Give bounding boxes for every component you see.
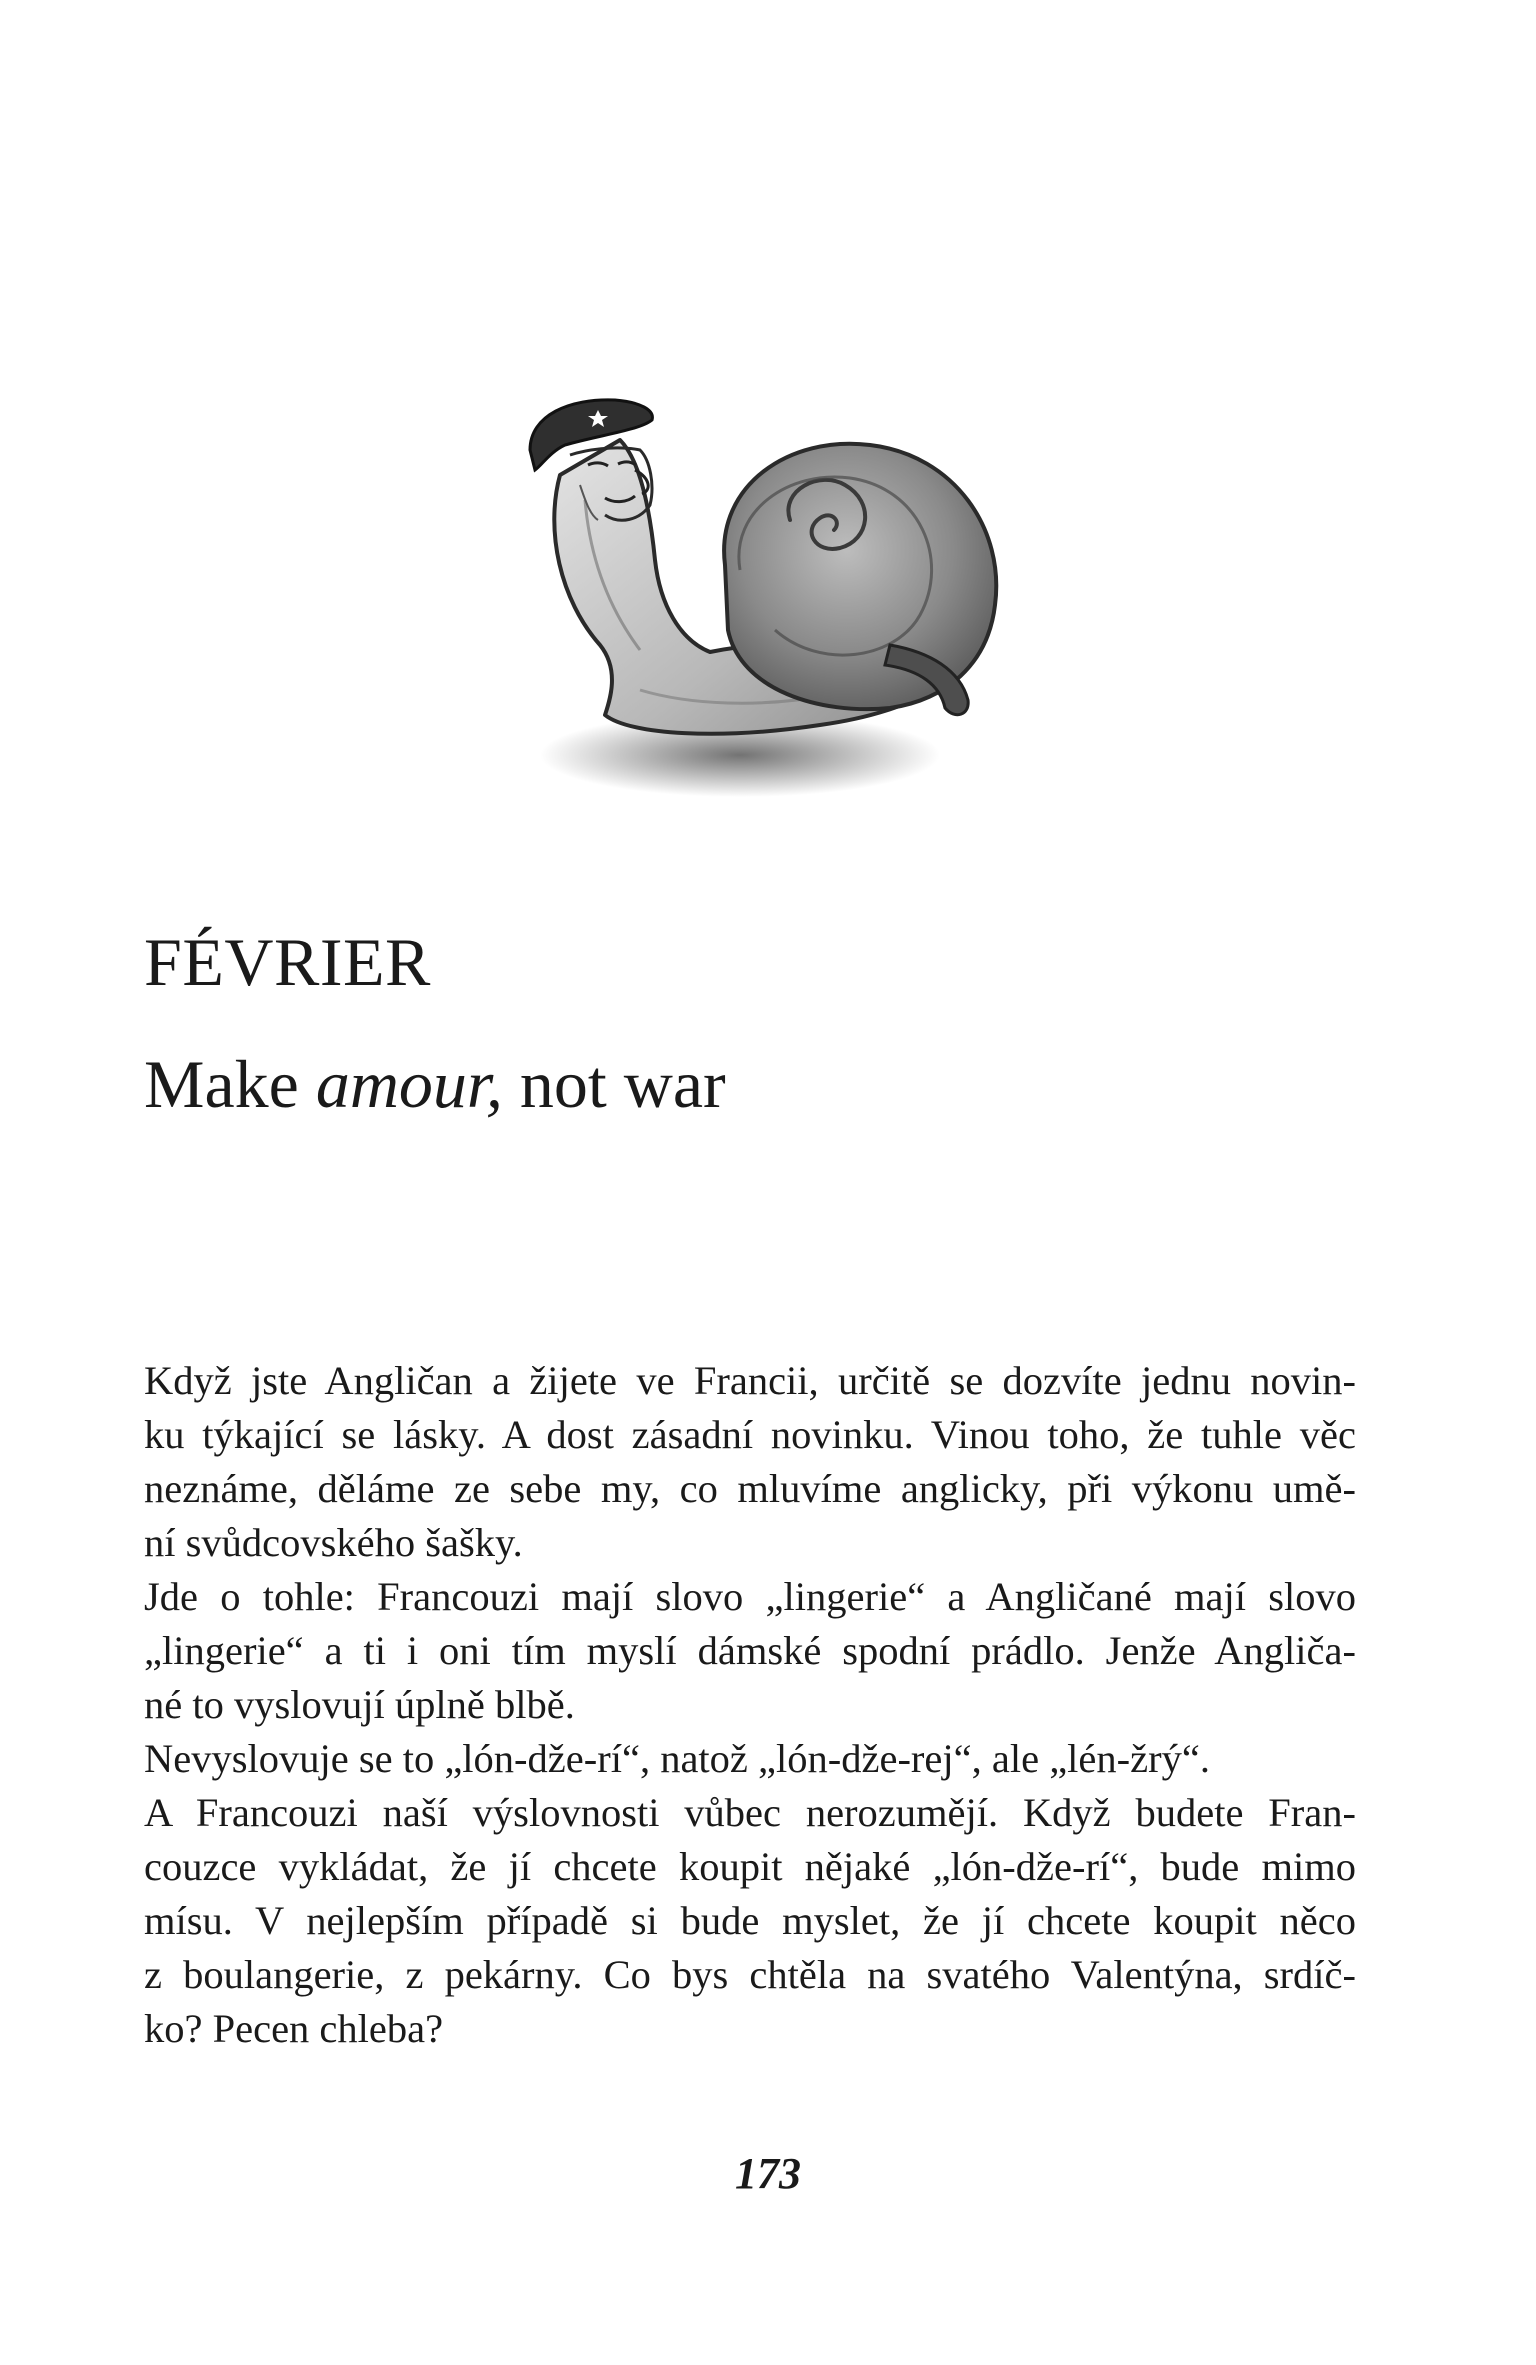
- chapter-title: FÉVRIER: [144, 924, 431, 1000]
- paragraph: [144, 1570, 1356, 1732]
- text-line: né to vyslovují úplně blbě.: [144, 1682, 575, 1727]
- text-line: ku týkající se lásky. A dost zásadní novinku. Vinou toho, že tuhle věc: [144, 1412, 1356, 1457]
- subtitle-italic-word: amour,: [315, 1046, 503, 1122]
- snail-illustration: [490, 390, 1055, 850]
- text-line: ko? Pecen chleba?: [144, 2006, 444, 2051]
- chapter-subtitle: [144, 1046, 726, 1122]
- text-line: couzce vykládat, že jí chcete koupit nějaké „lón-dže-rí“, bude mimo: [144, 1844, 1356, 1889]
- snail-with-beret-icon: [490, 390, 1055, 850]
- text-line: „lingerie“ a ti i oni tím myslí dámské spodní prádlo. Jenže Angliča-: [144, 1628, 1356, 1673]
- text-line: Nevyslovuje se to „lón-dže-rí“, natož „lón-dže-rej“, ale „lén-žrý“.: [144, 1736, 1210, 1781]
- text-line: neznáme, děláme ze sebe my, co mluvíme anglicky, při výkonu umě-: [144, 1466, 1356, 1511]
- text-line: ní svůdcovského šašky.: [144, 1520, 523, 1565]
- text-line: Jde o tohle: Francouzi mají slovo „lingerie“ a Angličané mají slovo: [144, 1574, 1356, 1619]
- body-text: [144, 1354, 1356, 2056]
- text-line: Když jste Angličan a žijete ve Francii, určitě se dozvíte jednu novin-: [144, 1358, 1356, 1403]
- subtitle-part-2: not war: [502, 1046, 726, 1122]
- paragraph: [144, 1354, 1356, 1570]
- paragraph: [144, 1786, 1356, 2056]
- subtitle-part-1: Make: [144, 1046, 316, 1122]
- text-line: z boulangerie, z pekárny. Co bys chtěla na svatého Valentýna, srdíč-: [144, 1952, 1356, 1997]
- text-line: A Francouzi naší výslovnosti vůbec nerozumějí. Když budete Fran-: [144, 1790, 1356, 1835]
- paragraph: [144, 1732, 1356, 1786]
- page-number: 173: [735, 2149, 801, 2198]
- text-line: mísu. V nejlepším případě si bude myslet, že jí chcete koupit něco: [144, 1898, 1356, 1943]
